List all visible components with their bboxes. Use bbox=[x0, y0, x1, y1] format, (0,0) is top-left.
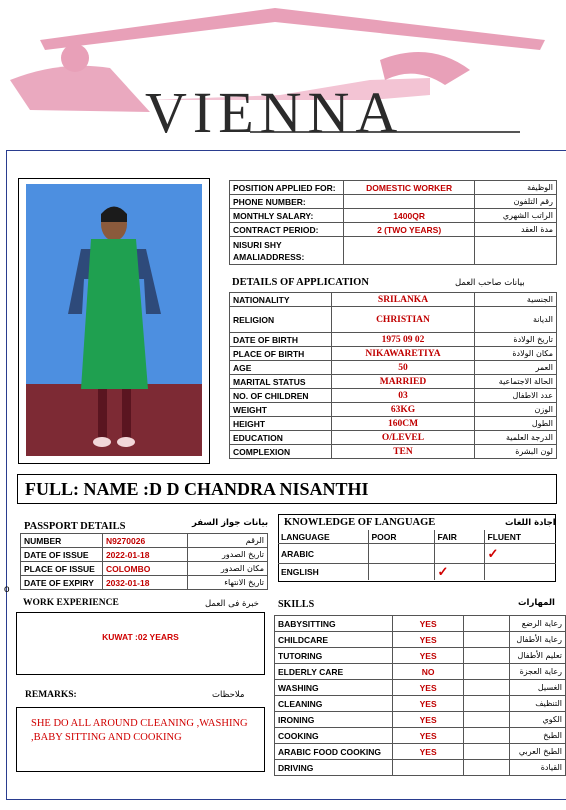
language-name: ARABIC bbox=[278, 544, 368, 564]
label-ar: القيادة bbox=[510, 760, 566, 776]
label-ar: لون البشرة bbox=[475, 445, 557, 459]
table-row bbox=[21, 548, 268, 562]
blank-cell bbox=[464, 712, 510, 728]
label: IRONING bbox=[275, 712, 393, 728]
label: TUTORING bbox=[275, 648, 393, 664]
label-ar: الراتب الشهري bbox=[475, 209, 557, 223]
vienna-logo bbox=[0, 0, 566, 145]
value: 160CM bbox=[331, 417, 474, 431]
table-row bbox=[275, 616, 566, 632]
label: DATE OF ISSUE bbox=[21, 548, 103, 562]
table-row bbox=[21, 576, 268, 590]
stray-mark: o bbox=[4, 584, 10, 595]
value: YES bbox=[392, 696, 464, 712]
table-row bbox=[275, 648, 566, 664]
label-ar: الديانة bbox=[475, 307, 557, 333]
table-row bbox=[275, 728, 566, 744]
label-ar: مكان الصدور bbox=[188, 562, 268, 576]
table-row bbox=[275, 744, 566, 760]
application-title-ar: بيانات صاحب العمل bbox=[455, 278, 525, 288]
label: WEIGHT bbox=[230, 403, 332, 417]
blank-cell bbox=[464, 744, 510, 760]
label: BABYSITTING bbox=[275, 616, 393, 632]
table-row bbox=[230, 431, 557, 445]
table-row bbox=[278, 544, 556, 564]
label: ELDERLY CARE bbox=[275, 664, 393, 680]
value: YES bbox=[392, 728, 464, 744]
table-row bbox=[230, 361, 557, 375]
label-ar: رعاية الأطفال bbox=[510, 632, 566, 648]
remarks-line: SHE DO ALL AROUND CLEANING ,WASHING bbox=[31, 718, 248, 729]
work-box bbox=[16, 612, 265, 675]
passport-title-ar: بيانات جواز السفر bbox=[192, 518, 269, 528]
value: YES bbox=[392, 648, 464, 664]
candidate-photo bbox=[26, 184, 202, 456]
table-row bbox=[21, 534, 268, 548]
label-ar: الطبخ العربي bbox=[510, 744, 566, 760]
label: PHONE NUMBER: bbox=[230, 195, 344, 209]
work-title: WORK EXPERIENCE bbox=[23, 598, 119, 608]
table-row bbox=[230, 181, 557, 195]
table-row bbox=[21, 562, 268, 576]
blank-cell bbox=[464, 632, 510, 648]
table-row bbox=[230, 237, 557, 265]
value: TEN bbox=[331, 445, 474, 459]
label-ar bbox=[475, 237, 557, 265]
label-ar: تعليم الأطفال bbox=[510, 648, 566, 664]
value: SRILANKA bbox=[331, 293, 474, 307]
label: RELIGION bbox=[230, 307, 332, 333]
value: NO bbox=[392, 664, 464, 680]
label-ar: الجنسية bbox=[475, 293, 557, 307]
table-row bbox=[275, 632, 566, 648]
table-header-row bbox=[278, 530, 556, 544]
value: 2022-01-18 bbox=[102, 548, 187, 562]
label-ar: الوظيفة bbox=[475, 181, 557, 195]
value: CHRISTIAN bbox=[331, 307, 474, 333]
table-row bbox=[230, 417, 557, 431]
value: 03 bbox=[331, 389, 474, 403]
table-row bbox=[275, 712, 566, 728]
label-ar: الغسيل bbox=[510, 680, 566, 696]
language-table bbox=[278, 530, 556, 580]
remarks-box bbox=[16, 707, 265, 772]
value: YES bbox=[392, 616, 464, 632]
value: YES bbox=[392, 680, 464, 696]
value: COLOMBO bbox=[102, 562, 187, 576]
application-table bbox=[229, 292, 557, 459]
label: WASHING bbox=[275, 680, 393, 696]
label: CHILDCARE bbox=[275, 632, 393, 648]
table-row bbox=[230, 389, 557, 403]
value bbox=[343, 195, 474, 209]
value: 50 bbox=[331, 361, 474, 375]
poor-mark bbox=[368, 564, 434, 581]
blank-cell bbox=[464, 728, 510, 744]
label: CONTRACT PERIOD: bbox=[230, 223, 344, 237]
table-row bbox=[230, 375, 557, 389]
label-ar: الوزن bbox=[475, 403, 557, 417]
value: YES bbox=[392, 712, 464, 728]
table-row bbox=[230, 293, 557, 307]
label: MONTHLY SALARY: bbox=[230, 209, 344, 223]
label-ar: مكان الولادة bbox=[475, 347, 557, 361]
remarks-title: REMARKS: bbox=[25, 690, 77, 700]
label-ar: الدرجة العلمية bbox=[475, 431, 557, 445]
label: DRIVING bbox=[275, 760, 393, 776]
frame-line bbox=[6, 799, 566, 800]
label: NATIONALITY bbox=[230, 293, 332, 307]
blank-cell bbox=[464, 616, 510, 632]
remarks-line: ,BABY SITTING AND COOKING bbox=[31, 732, 182, 743]
label-ar: الكوي bbox=[510, 712, 566, 728]
table-row bbox=[275, 664, 566, 680]
table-row bbox=[275, 696, 566, 712]
label-line: AMALIADDRESS: bbox=[233, 251, 305, 262]
label: PLACE OF BIRTH bbox=[230, 347, 332, 361]
value bbox=[392, 760, 464, 776]
poor-mark bbox=[368, 544, 434, 564]
label: HEIGHT bbox=[230, 417, 332, 431]
label-ar: عدد الاطفال bbox=[475, 389, 557, 403]
work-value: KUWAT :02 YEARS bbox=[102, 632, 179, 642]
table-row bbox=[230, 347, 557, 361]
table-row bbox=[230, 195, 557, 209]
table-row bbox=[230, 445, 557, 459]
table-row bbox=[230, 223, 557, 237]
fluent-mark: ✓ bbox=[484, 544, 556, 564]
label-ar: الحالة الاجتماعية bbox=[475, 375, 557, 389]
remarks-title-ar: ملاحظات bbox=[212, 690, 245, 700]
value: O/LEVEL bbox=[331, 431, 474, 445]
skills-table bbox=[274, 615, 566, 776]
label: AGE bbox=[230, 361, 332, 375]
table-row bbox=[230, 209, 557, 223]
label bbox=[230, 237, 344, 265]
label-ar: الطول bbox=[475, 417, 557, 431]
label: DATE OF EXPIRY bbox=[21, 576, 103, 590]
label-ar: رعاية العجزة bbox=[510, 664, 566, 680]
table-row bbox=[275, 680, 566, 696]
label-line: NISURI SHY bbox=[233, 239, 282, 250]
label-ar: تاريخ الصدور bbox=[188, 548, 268, 562]
value: NIKAWARETIYA bbox=[331, 347, 474, 361]
table-row bbox=[278, 564, 556, 581]
fair-mark: ✓ bbox=[434, 564, 484, 581]
blank-cell bbox=[464, 664, 510, 680]
label: PLACE OF ISSUE bbox=[21, 562, 103, 576]
blank-cell bbox=[464, 760, 510, 776]
frame-line bbox=[6, 150, 566, 151]
fair-mark bbox=[434, 544, 484, 564]
label: COMPLEXION bbox=[230, 445, 332, 459]
language-name: ENGLISH bbox=[278, 564, 368, 581]
label: ARABIC FOOD COOKING bbox=[275, 744, 393, 760]
table-row bbox=[230, 333, 557, 347]
label-ar: تاريخ الولادة bbox=[475, 333, 557, 347]
full-name-box bbox=[17, 474, 557, 504]
work-title-ar: خبرة فى العمل bbox=[205, 599, 259, 609]
value: 2032-01-18 bbox=[102, 576, 187, 590]
label: DATE OF BIRTH bbox=[230, 333, 332, 347]
label: EDUCATION bbox=[230, 431, 332, 445]
passport-title: PASSPORT DETAILS bbox=[24, 521, 126, 532]
value: MARRIED bbox=[331, 375, 474, 389]
position-table bbox=[229, 180, 557, 265]
fluent-mark bbox=[484, 564, 556, 581]
label-ar: رعاية الرضع bbox=[510, 616, 566, 632]
value bbox=[343, 237, 474, 265]
value: YES bbox=[392, 632, 464, 648]
value: N9270026 bbox=[102, 534, 187, 548]
label-ar: تاريخ الانتهاء bbox=[188, 576, 268, 590]
value: 63KG bbox=[331, 403, 474, 417]
label: CLEANING bbox=[275, 696, 393, 712]
language-title-ar: اجادة اللغات bbox=[505, 518, 556, 528]
label: COOKING bbox=[275, 728, 393, 744]
column-header: FAIR bbox=[434, 530, 484, 544]
passport-table bbox=[20, 533, 268, 590]
label: POSITION APPLIED FOR: bbox=[230, 181, 344, 195]
blank-cell bbox=[464, 648, 510, 664]
label: NUMBER bbox=[21, 534, 103, 548]
frame-line bbox=[6, 150, 7, 800]
blank-cell bbox=[464, 696, 510, 712]
skills-title: SKILLS bbox=[278, 599, 315, 610]
label: MARITAL STATUS bbox=[230, 375, 332, 389]
label-ar: الطبخ bbox=[510, 728, 566, 744]
value: 1400QR bbox=[343, 209, 474, 223]
table-row bbox=[230, 403, 557, 417]
value: DOMESTIC WORKER bbox=[343, 181, 474, 195]
label-ar: مدة العقد bbox=[475, 223, 557, 237]
language-title: KNOWLEDGE OF LANGUAGE bbox=[284, 517, 436, 528]
skills-title-ar: المهارات bbox=[518, 598, 555, 608]
value: 2 (TWO YEARS) bbox=[343, 223, 474, 237]
blank-cell bbox=[464, 680, 510, 696]
value: 1975 09 02 bbox=[331, 333, 474, 347]
table-row bbox=[230, 307, 557, 333]
label: NO. OF CHILDREN bbox=[230, 389, 332, 403]
label-ar: العمر bbox=[475, 361, 557, 375]
full-name: FULL: NAME :D D CHANDRA NISANTHI bbox=[25, 479, 369, 499]
label-ar: رقم التلفون bbox=[475, 195, 557, 209]
logo-text: VIENNA bbox=[145, 80, 404, 145]
label-ar: الرقم bbox=[188, 534, 268, 548]
application-title: DETAILS OF APPLICATION bbox=[232, 277, 369, 288]
table-row bbox=[275, 760, 566, 776]
label-ar: التنظيف bbox=[510, 696, 566, 712]
column-header: FLUENT bbox=[484, 530, 556, 544]
photo-frame bbox=[18, 178, 210, 464]
column-header: LANGUAGE bbox=[278, 530, 368, 544]
value: YES bbox=[392, 744, 464, 760]
column-header: POOR bbox=[368, 530, 434, 544]
